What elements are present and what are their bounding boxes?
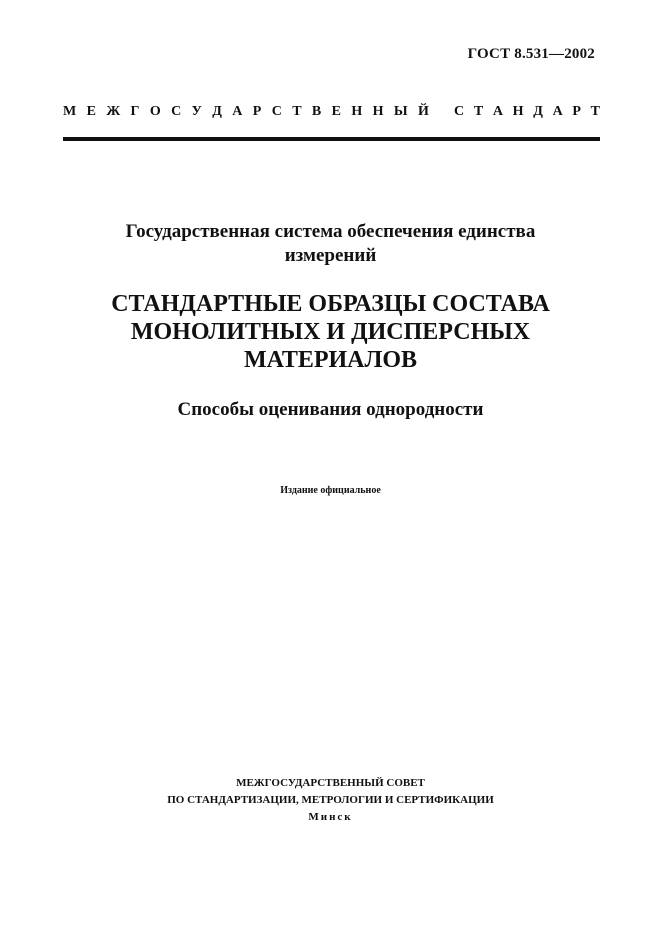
spaced-letter: О — [149, 104, 161, 119]
spaced-letter: Ы — [393, 104, 408, 119]
spaced-letter: Р — [572, 104, 581, 119]
spaced-letter: Г — [130, 104, 140, 119]
spaced-letter: Н — [351, 104, 363, 119]
measurement-system-title — [0, 220, 661, 268]
standard-type-heading — [63, 104, 600, 120]
spaced-letter: Н — [512, 104, 524, 119]
publisher-block — [0, 775, 661, 826]
spaced-letter: М — [63, 104, 77, 119]
standard-type-word-standard — [454, 104, 600, 120]
spaced-letter: Е — [331, 104, 341, 119]
spaced-letter: С — [171, 104, 182, 119]
standard-type-word-interstate — [63, 104, 429, 120]
document-main-title — [0, 290, 661, 374]
main-title-line: МАТЕРИАЛОВ — [243, 347, 418, 373]
measurement-system-title-line: измерений — [284, 245, 377, 266]
document-code: ГОСТ 8.531—2002 — [467, 46, 595, 62]
spaced-letter: Ж — [106, 104, 121, 119]
header-divider — [63, 137, 600, 141]
measurement-system-title-line: Государственная система обеспечения единства — [125, 221, 536, 242]
edition-note: Издание официальное — [280, 485, 381, 496]
spaced-letter: Р — [252, 104, 262, 119]
spaced-letter: Н — [372, 104, 384, 119]
spaced-letter: Д — [212, 104, 222, 119]
spaced-letter: А — [232, 104, 243, 119]
spaced-letter: Т — [473, 104, 484, 119]
spaced-letter: Е — [86, 104, 96, 119]
spaced-letter: С — [271, 104, 282, 119]
spaced-letter: У — [191, 104, 202, 119]
spaced-letter: В — [311, 104, 322, 119]
spaced-letter: Д — [533, 104, 543, 119]
publisher-city: Минск — [308, 811, 353, 823]
publisher-line: ПО СТАНДАРТИЗАЦИИ, МЕТРОЛОГИИ И СЕРТИФИКАЦИИ — [167, 794, 494, 806]
spaced-letter: Т — [590, 104, 600, 119]
spaced-letter: Й — [418, 104, 429, 119]
spaced-letter: Т — [292, 104, 302, 119]
publisher-line: МЕЖГОСУДАРСТВЕННЫЙ СОВЕТ — [236, 777, 425, 789]
main-title-line: СТАНДАРТНЫЕ ОБРАЗЦЫ СОСТАВА — [111, 291, 550, 317]
document-subtitle: Способы оценивания однородности — [177, 399, 484, 420]
spaced-letter: А — [492, 104, 503, 119]
spaced-letter: А — [552, 104, 563, 119]
main-title-line: МОНОЛИТНЫХ И ДИСПЕРСНЫХ — [130, 319, 531, 345]
spaced-letter: С — [454, 104, 465, 119]
